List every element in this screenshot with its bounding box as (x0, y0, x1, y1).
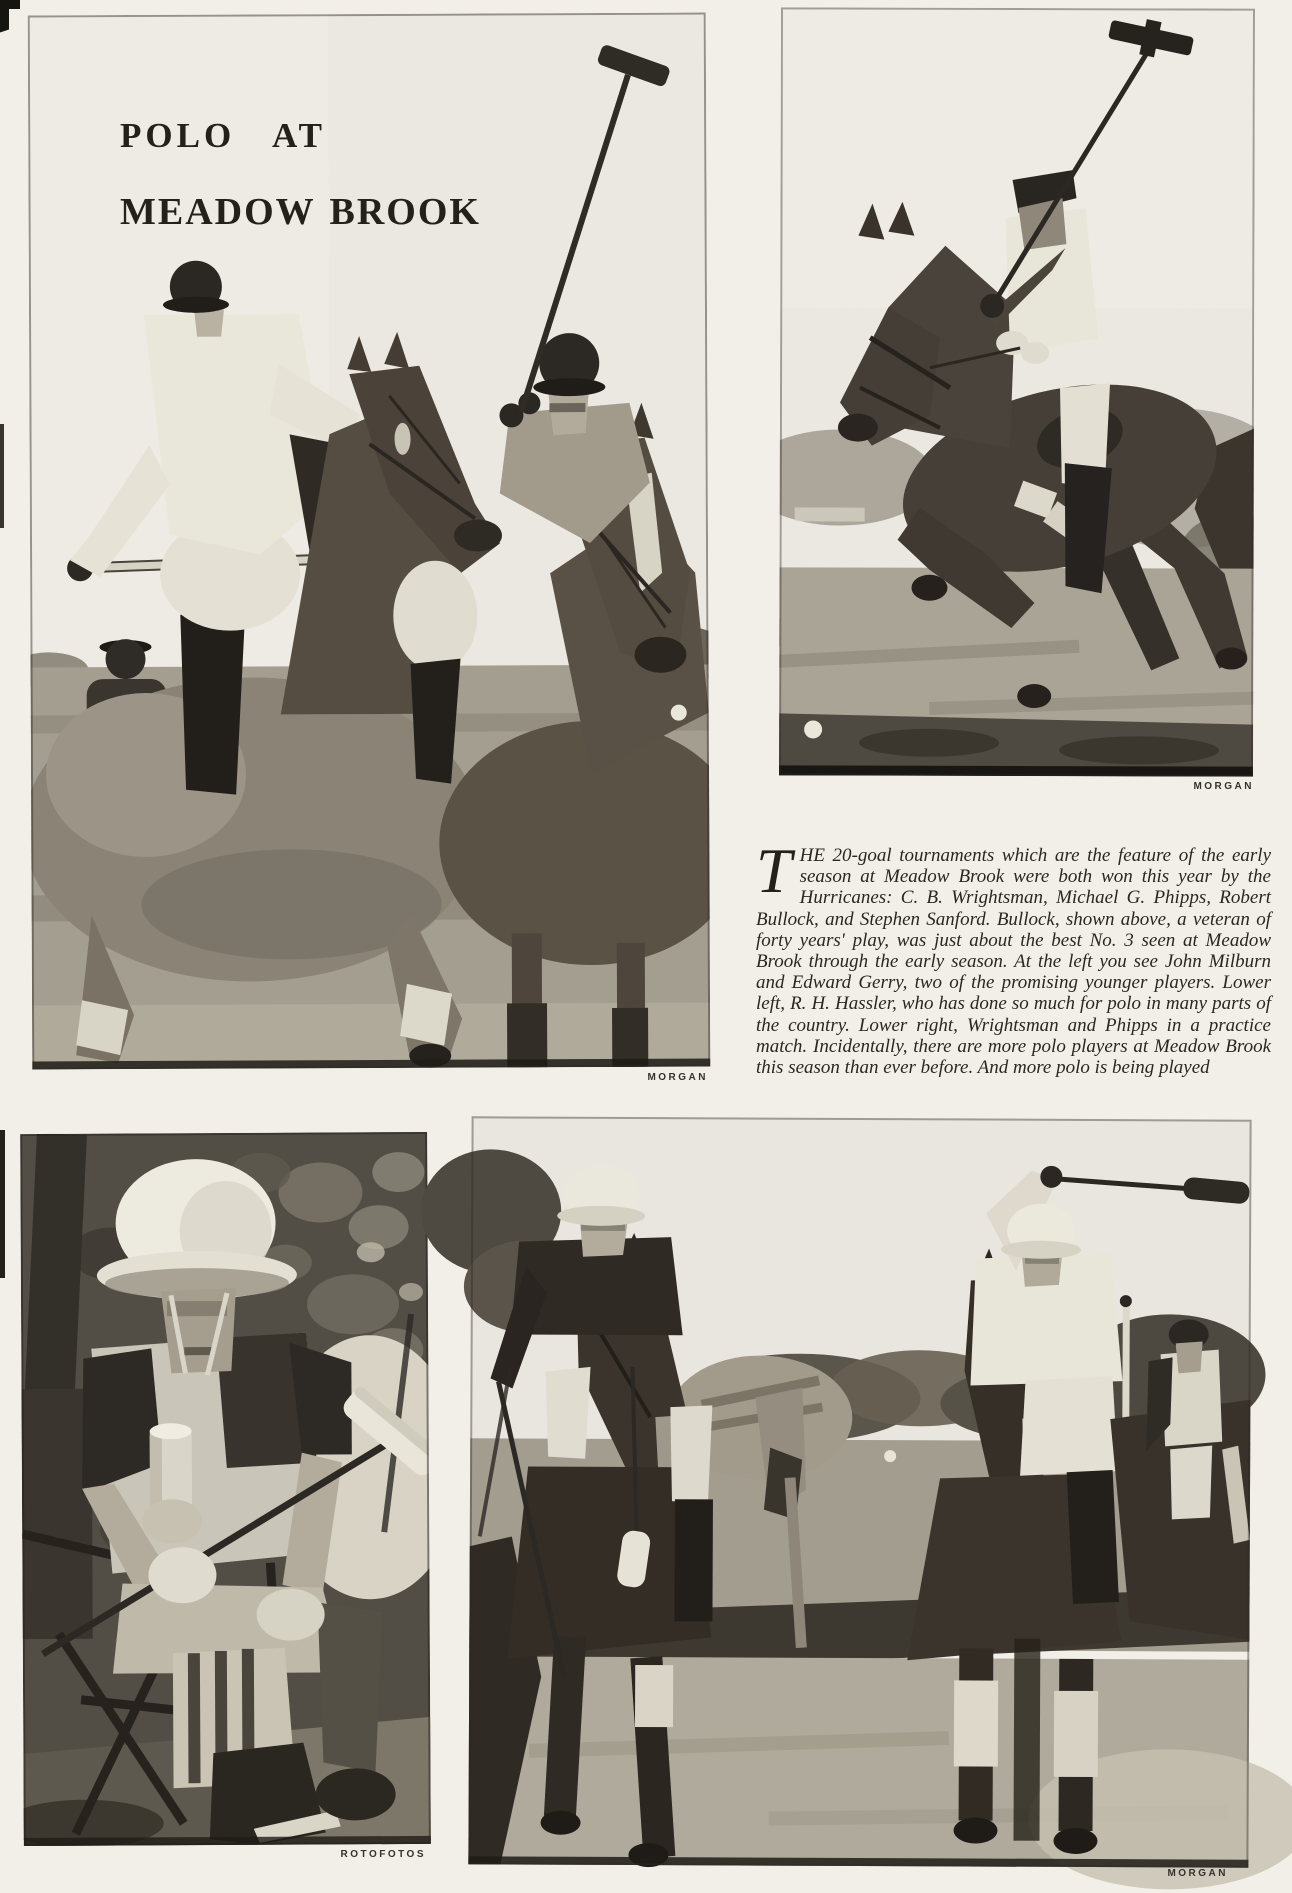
photo-bottom-left (20, 1132, 431, 1846)
face (161, 1288, 236, 1375)
photo-top-right-illustration (779, 7, 1255, 776)
article-paragraph (756, 835, 1271, 1079)
page-title (120, 118, 481, 231)
photo-credit-bottom-right: MORGAN (1167, 1868, 1228, 1879)
page-title-line1: POLO AT (120, 116, 327, 155)
photo-credit-top-left: MORGAN (647, 1072, 708, 1083)
photo-bottom-right (468, 1116, 1251, 1867)
polo-ball (671, 705, 687, 721)
scan-artifact (0, 1130, 5, 1278)
photo-credit-top-right: MORGAN (1193, 781, 1254, 792)
scan-artifact (0, 424, 4, 528)
scan-artifact (0, 6, 9, 33)
photo-bottom-right-illustration (468, 1116, 1251, 1867)
photo-credit-bottom-left: ROTOFOTOS (340, 1849, 426, 1860)
photo-top-right (779, 7, 1255, 776)
photo-bottom-left-illustration (20, 1132, 431, 1846)
article-body-text: HE 20-goal tournaments which are the feature of the early season at Meadow Brook were both won this year by the Hurricanes: C. B. Wrightsman, Michael G. Phipps, Robert Bullock, and Stephen Sanford. Bullock, shown above, a veteran of forty years' play, was just about the best No. 3 seen at Meadow Brook through the early season. At the left you see John Milburn and Edward Gerry, two of the promising younger players. Lower left, R. H. Hassler, who has done so much for polo in many parts of the country. Lower right, Wrightsman and Phipps in a practice match. Incidentally, there are more polo players at Meadow Brook this season than ever before. And more polo is being played (756, 845, 1271, 1079)
page-title-line2: MEADOW BROOK (120, 191, 481, 233)
article-drop-cap: T (756, 835, 792, 906)
